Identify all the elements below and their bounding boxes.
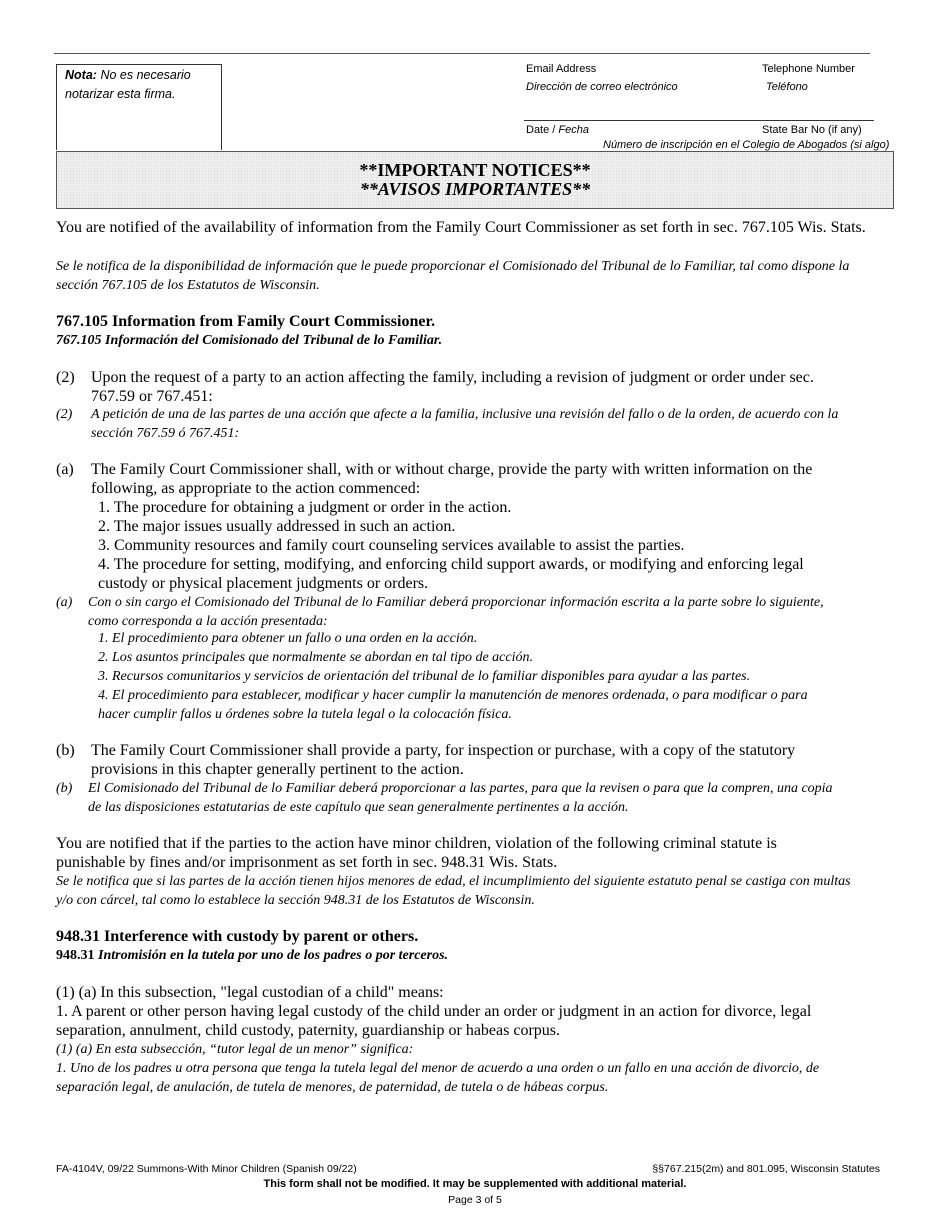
para-a-marker-es: (a) bbox=[56, 595, 73, 610]
sec767-para-b-en bbox=[56, 741, 816, 779]
sec767-para2-es bbox=[56, 405, 856, 443]
phone-label: Telephone Number bbox=[762, 63, 855, 75]
email-label-es: Dirección de correo electrónico bbox=[526, 81, 678, 93]
sec948-heading-en: 948.31 Interference with custody by parent or others. bbox=[56, 928, 419, 945]
nota-label: Nota: bbox=[65, 68, 97, 82]
sec948-heading-es-text: Intromisión en la tutela por uno de los padres o por terceros. bbox=[98, 948, 449, 963]
sec767-para-a-es bbox=[56, 593, 846, 631]
para-b-text-en: The Family Court Commissioner shall provide a party, for inspection or purchase, with a copy of the statutory provisions in this chapter generally pertinent to the action. bbox=[91, 742, 796, 778]
para-a-item-1-es: 1. El procedimiento para obtener un fallo o una orden en la acción. bbox=[98, 631, 478, 646]
notices-title-es: **AVISOS IMPORTANTES** bbox=[359, 179, 591, 199]
sec948-line1-es: (1) (a) En esta subsección, “tutor legal de un menor” significa: bbox=[56, 1042, 414, 1057]
nota-text: No es necesario notarizar esta firma. bbox=[65, 68, 191, 101]
para-b-marker: (b) bbox=[56, 742, 75, 759]
sec767-heading-en: 767.105 Information from Family Court Commissioner. bbox=[56, 313, 436, 330]
para-a-item-3-es: 3. Recursos comunitarios y servicios de orientación del tribunal de lo familiar disponibles para ayudar a las partes. bbox=[98, 669, 751, 684]
date-signature-line bbox=[524, 120, 874, 121]
para2-text-es: A petición de una de las partes de una acción que afecte a la familia, inclusive una revisión del fallo o de la orden, de acuerdo con la sección 767.59 ó 767.451: bbox=[91, 407, 839, 441]
para-a-item-2-en: 2. The major issues usually addressed in such an action. bbox=[98, 518, 456, 535]
date-label-en: Date / bbox=[526, 124, 556, 136]
date-label-es: Fecha bbox=[558, 124, 589, 136]
para-a-item-1-en: 1. The procedure for obtaining a judgment or order in the action. bbox=[98, 499, 512, 516]
sec948-heading-es-number: 948.31 bbox=[56, 948, 95, 963]
sec767-para2-en bbox=[56, 368, 856, 406]
para-a-marker: (a) bbox=[56, 461, 74, 478]
intro-notice-en: You are notified of the availability of information from the Family Court Commissioner as set forth in sec. 767.105 Wis. Stats. bbox=[56, 219, 866, 236]
state-bar-label-es: Número de inscripción en el Colegio de Abogados (si algo) bbox=[603, 139, 890, 151]
sec948-line2-es: 1. Uno de los padres u otra persona que tenga la tutela legal del menor de acuerdo a una orden o un fallo en una acción de divorcio, de separación legal, de anulación, de tutela de menores, de paternidad, de tutela o de hábeas corpus. bbox=[56, 1061, 820, 1095]
intro2-notice-en: You are notified that if the parties to the action have minor children, violation of the following criminal statute is punishable by fines and/or imprisonment as set forth in sec. 948.31 Wis. Stats. bbox=[56, 835, 777, 871]
footer-statutes: §§767.215(2m) and 801.095, Wisconsin Statutes bbox=[652, 1163, 880, 1175]
para-a-item-3-en: 3. Community resources and family court counseling services available to assist the parties. bbox=[98, 537, 685, 554]
para2-marker-es: (2) bbox=[56, 407, 73, 422]
footer-warning: This form shall not be modified. It may be supplemented with additional material. bbox=[263, 1178, 687, 1190]
intro2-notice-es: Se le notifica que si las partes de la acción tienen hijos menores de edad, el incumplimiento del siguiente estatuto penal se castiga con multas y/o con cárcel, tal como lo establece la sección 948.31 de los Estatutos de Wisconsin. bbox=[56, 874, 851, 908]
para-a-item-2-es: 2. Los asuntos principales que normalmente se abordan en tal tipo de acción. bbox=[98, 650, 533, 665]
sec767-heading-es: 767.105 Información del Comisionado del Tribunal de lo Familiar. bbox=[56, 333, 443, 348]
para2-text-en: Upon the request of a party to an action affecting the family, including a revision of judgment or order under sec. 767.59 or 767.451: bbox=[91, 369, 814, 405]
para-b-text-es: El Comisionado del Tribunal de lo Familiar deberá proporcionar a las partes, para que la revisen o para que la compren, una copia de las disposiciones estatutarias de este capítulo que sean generalmente pertinentes a la acción. bbox=[88, 781, 833, 815]
para-a-item-4-es: 4. El procedimiento para establecer, modificar y hacer cumplir la manutención de menores ordenada, o para modificar o para hacer cumplir fallos u órdenes sobre la tutela legal o la colocación física. bbox=[98, 688, 808, 722]
phone-label-es: Teléfono bbox=[766, 81, 808, 93]
nota-note bbox=[65, 66, 215, 104]
top-rule bbox=[54, 53, 870, 54]
sec948-line2-en: 1. A parent or other person having legal custody of the child under an order or judgment in an action for divorce, legal separation, annulment, child custody, paternity, guardianship or habeas corpus. bbox=[56, 1003, 812, 1039]
notices-title-en: **IMPORTANT NOTICES** bbox=[359, 160, 591, 180]
sec948-heading-es bbox=[56, 946, 448, 965]
sec767-para-b-es bbox=[56, 779, 846, 817]
para-a-text-en: The Family Court Commissioner shall, with or without charge, provide the party with written information on the following, as appropriate to the action commenced: bbox=[91, 461, 813, 497]
sec767-para-a-en bbox=[56, 460, 866, 498]
footer-page-number: Page 3 of 5 bbox=[448, 1194, 502, 1206]
intro-notice-es: Se le notifica de la disponibilidad de información que le puede proporcionar el Comisionado del Tribunal de lo Familiar, tal como dispone la sección 767.105 de los Estatutos de Wisconsin. bbox=[56, 259, 850, 293]
para2-marker: (2) bbox=[56, 369, 75, 386]
state-bar-label: State Bar No (if any) bbox=[762, 124, 862, 136]
email-label: Email Address bbox=[526, 63, 597, 75]
footer-form-id: FA-4104V, 09/22 Summons-With Minor Children (Spanish 09/22) bbox=[56, 1163, 357, 1175]
para-b-marker-es: (b) bbox=[56, 781, 73, 796]
para-a-text-es: Con o sin cargo el Comisionado del Tribunal de lo Familiar deberá proporcionar información escrita a la parte sobre lo siguiente, como corresponda a la acción presentada: bbox=[88, 595, 824, 629]
sec948-line1-en: (1) (a) In this subsection, "legal custodian of a child" means: bbox=[56, 984, 444, 1001]
para-a-item-4-en: 4. The procedure for setting, modifying, and enforcing child support awards, or modifying and enforcing legal custody or physical placement judgments or orders. bbox=[98, 556, 804, 592]
date-label bbox=[526, 123, 589, 137]
